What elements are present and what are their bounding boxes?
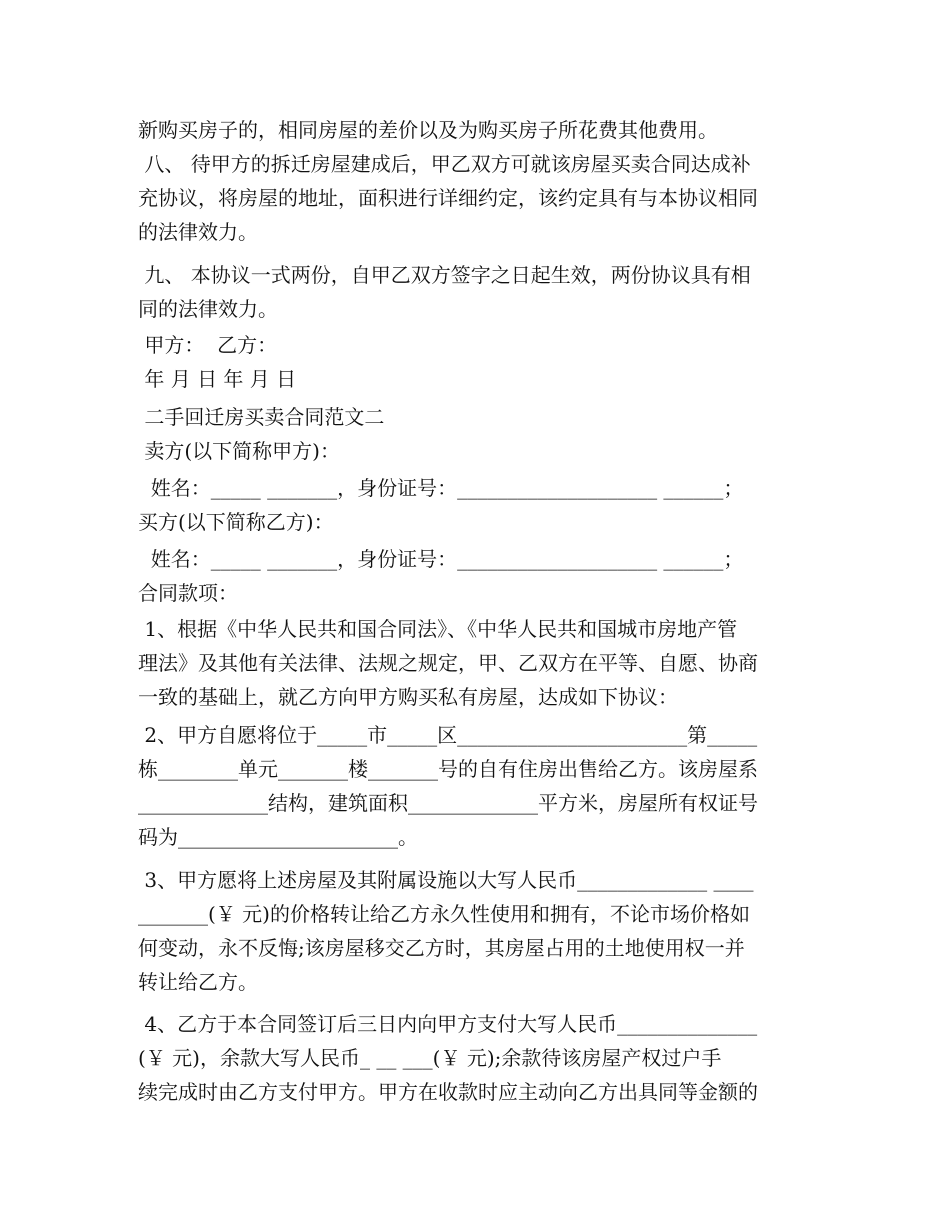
- text-line: 4、乙方于本合同签订后三日内向甲方支付大写人民币______________: [138, 1012, 758, 1036]
- text-line: 续完成时由乙方支付甲方。甲方在收款时应主动向乙方出具同等金额的: [138, 1080, 758, 1104]
- text-line: 的法律效力。: [138, 220, 258, 244]
- text-line: 码为______________________。: [138, 825, 418, 849]
- section-title: 二手回迁房买卖合同范文二: [138, 405, 385, 429]
- text-line: 何变动，永不反悔;该房屋移交乙方时，其房屋占用的土地使用权一并: [138, 936, 745, 960]
- text-line: (￥ 元)，余款大写人民币_ __ ___(￥ 元);余款待该房屋产权过户手: [138, 1046, 722, 1070]
- text-line: _____________结构，建筑面积_____________平方米，房屋所有权证号: [138, 791, 758, 815]
- terms-heading: 合同款项：: [138, 581, 238, 605]
- buyer-heading: 买方(以下简称乙方)：: [138, 510, 334, 534]
- seller-heading: 卖方(以下简称甲方)：: [138, 439, 340, 463]
- text-line: 九、 本协议一式两份，自甲乙双方签字之日起生效，两份协议具有相: [138, 263, 751, 287]
- text-line: 八、 待甲方的拆迁房屋建成后，甲乙双方可就该房屋买卖合同达成补: [138, 152, 751, 176]
- text-line: 2、甲方自愿将位于_____市_____区_______________________第_____: [138, 723, 758, 747]
- text-line: 3、甲方愿将上述房屋及其附属设施以大写人民币_____________ ____: [138, 868, 754, 892]
- text-line: 理法》及其他有关法律、法规之规定，甲、乙双方在平等、自愿、协商: [138, 651, 758, 675]
- text-line: _______(￥ 元)的价格转让给乙方永久性使用和拥有，不论市场价格如: [138, 902, 750, 926]
- signature-line: 甲方： 乙方：: [138, 333, 278, 357]
- text-line: 充协议，将房屋的地址，面积进行详细约定，该约定具有与本协议相同: [138, 186, 758, 210]
- text-line: 新购买房子的，相同房屋的差价以及为购买房子所花费其他费用。: [138, 118, 718, 142]
- buyer-fields: 姓名：_____ _______，身份证号：____________________ ______；: [138, 547, 744, 571]
- text-line: 同的法律效力。: [138, 297, 278, 321]
- text-line: 转让给乙方。: [138, 970, 258, 994]
- text-line: 一致的基础上，就乙方向甲方购买私有房屋，达成如下协议：: [138, 685, 678, 709]
- seller-fields: 姓名：_____ _______，身份证号：____________________ ______；: [138, 476, 744, 500]
- date-line: 年 月 日 年 月 日: [138, 367, 297, 391]
- text-line: 栋________单元_______楼_______号的自有住房出售给乙方。该房屋系: [138, 757, 758, 781]
- text-line: 1、根据《中华人民共和国合同法》、《中华人民共和国城市房地产管: [138, 617, 738, 641]
